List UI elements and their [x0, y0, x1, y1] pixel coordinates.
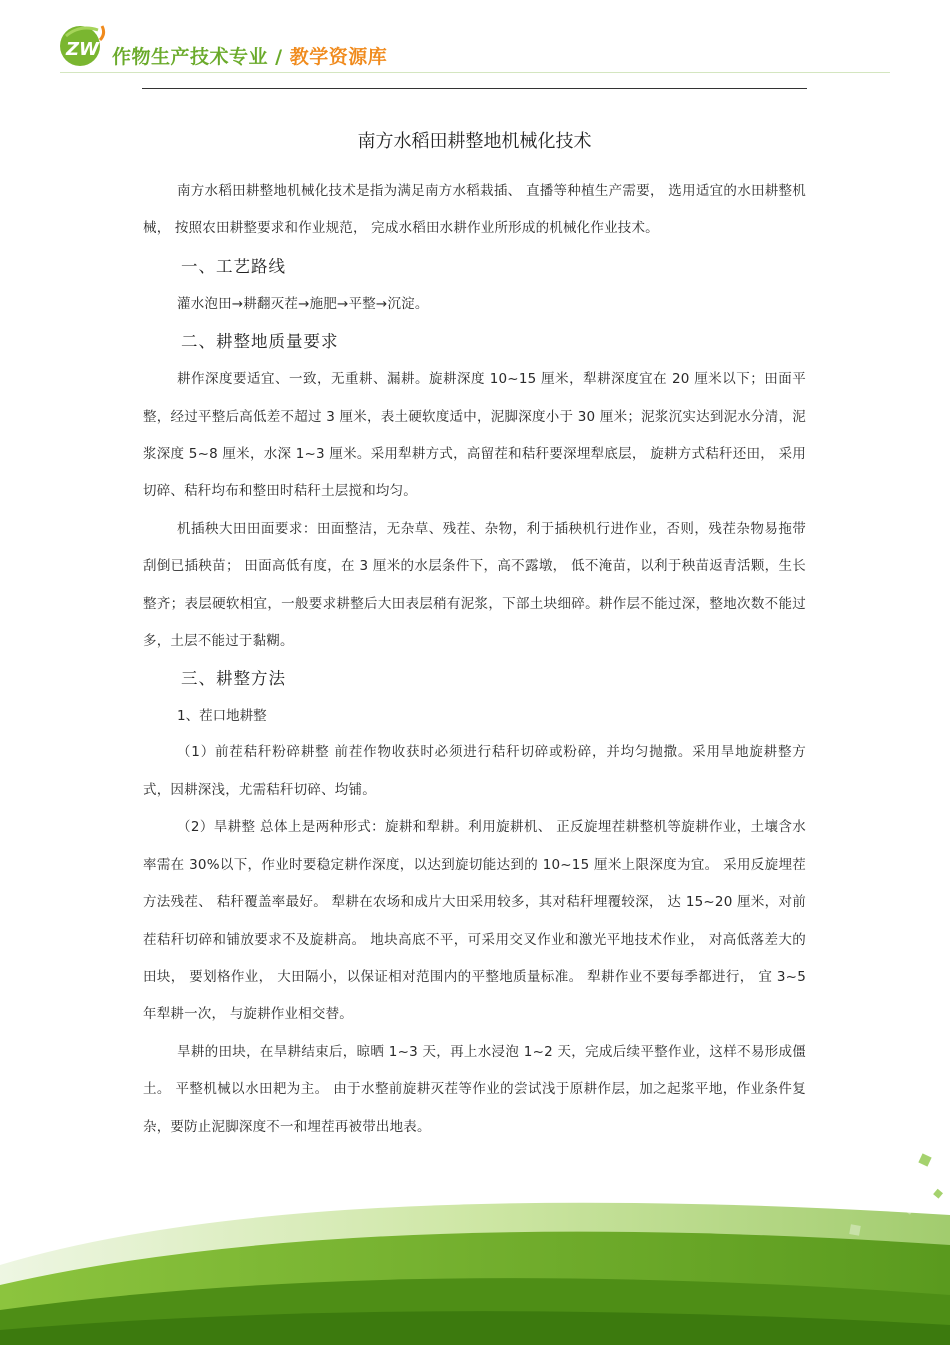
header-title-main: 作物生产技术专业	[112, 46, 269, 68]
intro-paragraph: 南方水稻田耕整地机械化技术是指为满足南方水稻栽插、 直播等种植生产需要， 选用适宜的水田耕整机械， 按照农田耕整要求和作业规范， 完成水稻田水耕作业所形成的机械化作业技术。	[143, 183, 806, 237]
section-heading-process: 一、工艺路线	[181, 256, 286, 276]
document-body	[143, 127, 806, 1146]
section-heading-method: 三、耕整方法	[181, 669, 286, 689]
header-title-separator: /	[268, 46, 290, 68]
footer-grass-decoration	[0, 1135, 950, 1345]
top-rule	[142, 88, 807, 89]
page-header	[0, 0, 950, 90]
quality-paragraph-2: 机插秧大田田面要求：田面整洁，无杂草、残茬、杂物，利于插秧机行进作业，否则，残茬杂物易拖带刮倒已插秧苗； 田面高低有度，在 3 厘米的水层条件下，高不露墩， 低不淹苗，以利于秧苗返青活颗，生长整齐；表层硬软相宜，一般要求耕整后大田表层稍有泥浆，下部土块细碎。耕作层不能过深，整地次数不能过多，土层不能过于黏糊。	[143, 520, 806, 650]
zw-logo-icon	[58, 22, 108, 66]
quality-paragraph-1: 耕作深度要适宜、一致，无重耕、漏耕。旋耕深度 10~15 厘米，犁耕深度宜在 20 厘米以下；田面平整，经过平整后高低差不超过 3 厘米，表土硬软度适中，泥脚深度小于 30 厘米；泥浆沉实达到泥水分清，泥浆深度 5~8 厘米，水深 1~3 厘米。采用犁耕方式，高留茬和秸秆要深埋犁底层， 旋耕方式秸秆还田， 采用切碎、秸秆均布和整田时秸秆土层搅和均匀。	[143, 371, 806, 500]
subsection-heading-stubble: 1、茬口地耕整	[177, 708, 267, 725]
header-title	[112, 42, 387, 69]
header-title-library: 教学资源库	[289, 46, 388, 68]
document-title: 南方水稻田耕整地机械化技术	[357, 131, 592, 152]
method-paragraph-3: 旱耕的田块，在旱耕结束后，晾晒 1~3 天，再上水浸泡 1~2 天，完成后续平整作业，这样不易形成僵土。 平整机械以水田耙为主。 由于水整前旋耕灭茬等作业的尝试浅于原耕作层，加之起浆平地，作业条件复杂，要防止泥脚深度不一和埋茬再被带出地表。	[143, 1043, 806, 1135]
section-heading-quality: 二、耕整地质量要求	[181, 332, 339, 352]
method-paragraph-1: （1）前茬秸秆粉碎耕整 前茬作物收获时必须进行秸秆切碎或粉碎，并均匀抛撒。采用旱地旋耕整方式，因耕深浅，尤需秸秆切碎、均铺。	[143, 744, 806, 798]
process-route-text: 灌水泡田→耕翻灭茬→施肥→平整→沉淀。	[177, 295, 429, 312]
method-paragraph-2: （2）旱耕整 总体上是两种形式：旋耕和犁耕。利用旋耕机、 正反旋埋茬耕整机等旋耕作业，土壤含水率需在 30%以下，作业时要稳定耕作深度，以达到旋切能达到的 10~15 厘米上限深度为宜。 采用反旋埋茬方法残茬、 秸秆覆盖率最好。 犁耕在农场和成片大田采用较多，其对秸秆埋覆较深， 达 15~20 厘米，对前茬秸秆切碎和铺放要求不及旋耕高。 地块高底不平，可采用交叉作业和激光平地技术作业， 对高低落差大的田块， 要划格作业， 大田隔小，以保证相对范围内的平整地质量标准。 犁耕作业不要每季都进行， 宜 3~5 年犁耕一次， 与旋耕作业相交替。	[143, 819, 806, 1023]
logo-text: ZW	[66, 39, 99, 60]
header-divider	[60, 72, 890, 73]
